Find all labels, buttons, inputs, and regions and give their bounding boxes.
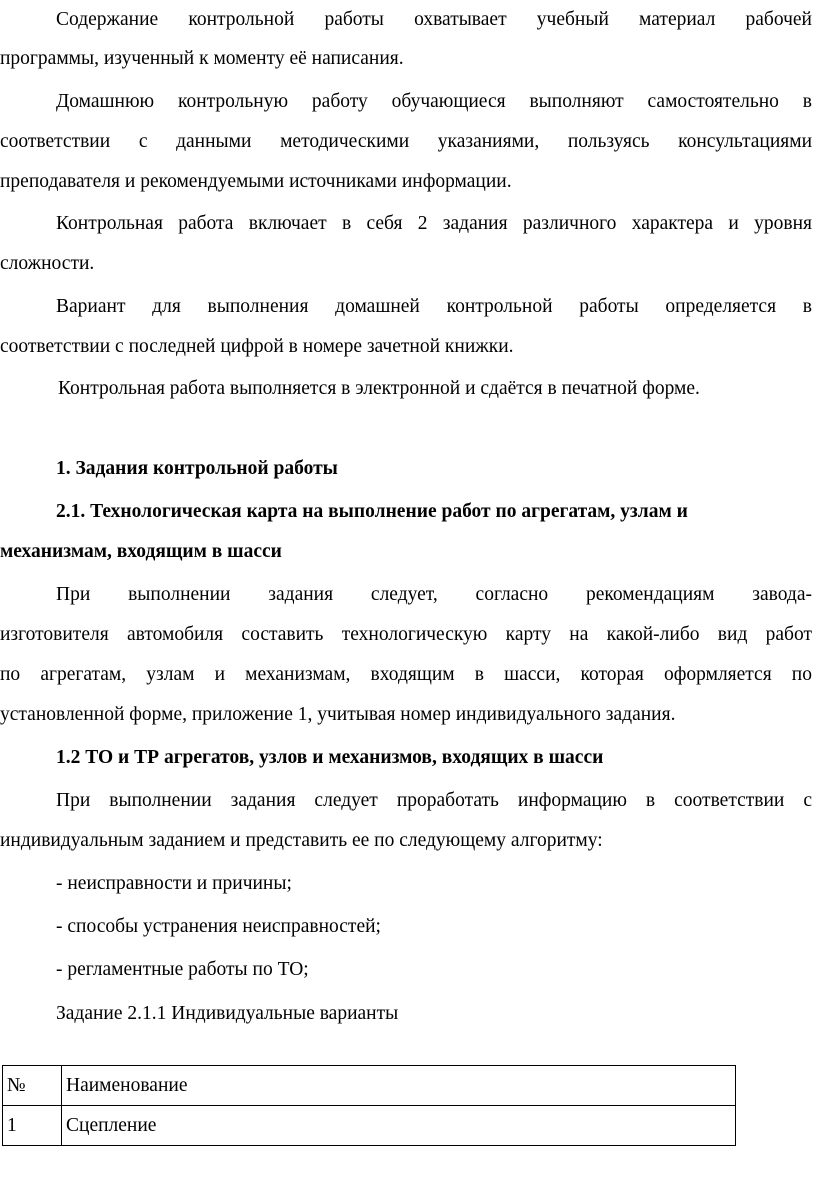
table-row — [3, 1106, 736, 1146]
paragraph-4-line-2: соответствии с последней цифрой в номере зачетной книжки. — [0, 336, 514, 357]
task-2-line-2: индивидуальным заданием и представить ее по следующему алгоритму: — [0, 830, 603, 851]
paragraph-2-line-1: Домашнюю контрольную работу обучающиеся выполняют самостоятельно в — [56, 91, 812, 112]
table-cell-name: Сцепление — [62, 1106, 736, 1146]
task-1-line-2: изготовителя автомобиля составить технологическую карту на какой-либо вид работ — [0, 624, 812, 645]
task-1-line-4: установленной форме, приложение 1, учитывая номер индивидуального задания. — [0, 704, 676, 725]
table-header-name: Наименование — [62, 1066, 736, 1106]
paragraph-2-line-2: соответствии с данными методическими указаниями, пользуясь консультациями — [0, 131, 812, 152]
algorithm-item-2: - способы устранения неисправностей; — [56, 916, 381, 937]
paragraph-3-line-2: сложности. — [0, 253, 95, 274]
heading-section-2-1-line-1: 2.1. Технологическая карта на выполнение работ по агрегатам, узлам и — [56, 501, 688, 522]
assignment-caption: Задание 2.1.1 Индивидуальные варианты — [56, 1003, 399, 1024]
paragraph-1-line-1: Содержание контрольной работы охватывает учебный материал рабочей — [56, 9, 812, 30]
paragraph-2-line-3: преподавателя и рекомендуемыми источниками информации. — [0, 171, 512, 192]
table-cell-number: 1 — [3, 1106, 62, 1146]
paragraph-3-line-1: Контрольная работа включает в себя 2 задания различного характера и уровня — [56, 213, 812, 234]
paragraph-5: Контрольная работа выполняется в электронной и сдаётся в печатной форме. — [58, 378, 700, 399]
table-header-number: № — [3, 1066, 62, 1106]
heading-section-2-1-line-2: механизмам, входящим в шасси — [0, 541, 282, 562]
algorithm-item-1: - неисправности и причины; — [56, 873, 292, 894]
task-1-line-3: по агрегатам, узлам и механизмам, входящим в шасси, которая оформляется по — [0, 664, 812, 685]
task-2-line-1: При выполнении задания следует проработать информацию в соответствии с — [56, 790, 812, 811]
task-1-line-1: При выполнении задания следует, согласно рекомендациям завода- — [56, 584, 812, 605]
heading-section-1: 1. Задания контрольной работы — [56, 458, 338, 479]
variants-table — [2, 1065, 736, 1146]
paragraph-1-line-2: программы, изученный к моменту её написания. — [0, 48, 404, 69]
paragraph-4-line-1: Вариант для выполнения домашней контрольной работы определяется в — [56, 296, 812, 317]
algorithm-item-3: - регламентные работы по ТО; — [56, 959, 309, 980]
table-header-row — [3, 1066, 736, 1106]
heading-section-1-2: 1.2 ТО и ТР агрегатов, узлов и механизмов, входящих в шасси — [56, 747, 604, 768]
